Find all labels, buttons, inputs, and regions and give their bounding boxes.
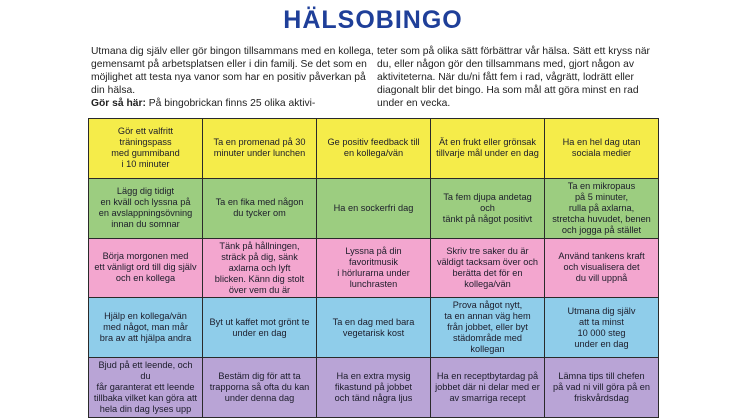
- bingo-cell-r1-c3[interactable]: Ge positiv feedback till en kollega/vän: [317, 119, 431, 179]
- bingo-cell-r5-c3[interactable]: Ha en extra mysig fikastund på jobbet och tänd några ljus: [317, 358, 431, 418]
- bingo-cell-r4-c5[interactable]: Utmana dig själv att ta minst 10 000 steg under en dag: [545, 298, 659, 358]
- bingo-cell-r3-c3[interactable]: Lyssna på din favoritmusik i hörlurarna under lunchrasten: [317, 239, 431, 299]
- how-to-label: Gör så här:: [91, 98, 146, 110]
- bingo-cell-r2-c5[interactable]: Ta en mikropaus på 5 minuter, rulla på axlarna, stretcha huvudet, benen och jogga på stället: [545, 179, 659, 239]
- bingo-cell-r1-c4[interactable]: Ät en frukt eller grönsak tillvarje mål under en dag: [431, 119, 545, 179]
- bingo-cell-r2-c1[interactable]: Lägg dig tidigt en kväll och lyssna på en avslappningsövning innan du somnar: [89, 179, 203, 239]
- bingo-cell-r1-c2[interactable]: Ta en promenad på 30 minuter under lunchen: [203, 119, 317, 179]
- bingo-cell-r3-c2[interactable]: Tänk på hållningen, sträck på dig, sänk axlarna och lyft blicken. Känn dig stolt över vem du är: [203, 239, 317, 299]
- bingo-cell-r4-c4[interactable]: Prova något nytt, ta en annan väg hem från jobbet, eller byt städområde med kollegan: [431, 298, 545, 358]
- bingo-cell-r3-c1[interactable]: Börja morgonen med ett vänligt ord till dig själv och en kollega: [89, 239, 203, 299]
- intro-left-column: [91, 45, 379, 110]
- page-title: HÄLSOBINGO: [283, 6, 463, 34]
- bingo-cell-r3-c4[interactable]: Skriv tre saker du är väldigt tacksam över och berätta det för en kollega/vän: [431, 239, 545, 299]
- bingo-cell-r4-c1[interactable]: Hjälp en kollega/vän med något, man mår bra av att hjälpa andra: [89, 298, 203, 358]
- bingo-cell-r2-c2[interactable]: Ta en fika med någon du tycker om: [203, 179, 317, 239]
- how-to-text: På bingobrickan finns 25 olika aktivi-: [145, 98, 316, 110]
- bingo-cell-r2-c3[interactable]: Ha en sockerfri dag: [317, 179, 431, 239]
- bingo-cell-r5-c4[interactable]: Ha en receptbytardag på jobbet där ni delar med er av smarriga recept: [431, 358, 545, 418]
- bingo-cell-r2-c4[interactable]: Ta fem djupa andetag och tänkt på något positivt: [431, 179, 545, 239]
- bingo-cell-r1-c5[interactable]: Ha en hel dag utan sociala medier: [545, 119, 659, 179]
- bingo-cell-r4-c3[interactable]: Ta en dag med bara vegetarisk kost: [317, 298, 431, 358]
- intro-text: Utmana dig själv eller gör bingon tillsammans med en kollega, gemensamt på arbetsplatsen eller i din familj. Se det som en möjlighet att testa nya vanor som har en positiv påverkan på din hälsa.: [91, 46, 374, 97]
- bingo-grid: [88, 118, 659, 418]
- bingo-cell-r5-c2[interactable]: Bestäm dig för att ta trapporna så ofta du kan under denna dag: [203, 358, 317, 418]
- intro-right-column: [377, 45, 667, 110]
- bingo-cell-r5-c1[interactable]: Bjud på ett leende, och du får garanterat ett leende tillbaka vilket kan göra att hela din dag lyses upp: [89, 358, 203, 418]
- bingo-cell-r4-c2[interactable]: Byt ut kaffet mot grönt te under en dag: [203, 298, 317, 358]
- bingo-cell-r3-c5[interactable]: Använd tankens kraft och visualisera det du vill uppnå: [545, 239, 659, 299]
- intro-text-continued: teter som på olika sätt förbättrar vår hälsa. Sätt ett kryss när du, eller någon gör den tillsammans med, gjort någon av aktiviteterna. När du/ni fått fem i rad, vågrätt, lodrätt eller diagonalt blir det bingo. Ha som mål att göra minst en rad under en vecka.: [377, 46, 650, 110]
- bingo-cell-r1-c1[interactable]: Gör ett valfritt träningspass med gummiband i 10 minuter: [89, 119, 203, 179]
- bingo-cell-r5-c5[interactable]: Lämna tips till chefen på vad ni vill göra på en friskvårdsdag: [545, 358, 659, 418]
